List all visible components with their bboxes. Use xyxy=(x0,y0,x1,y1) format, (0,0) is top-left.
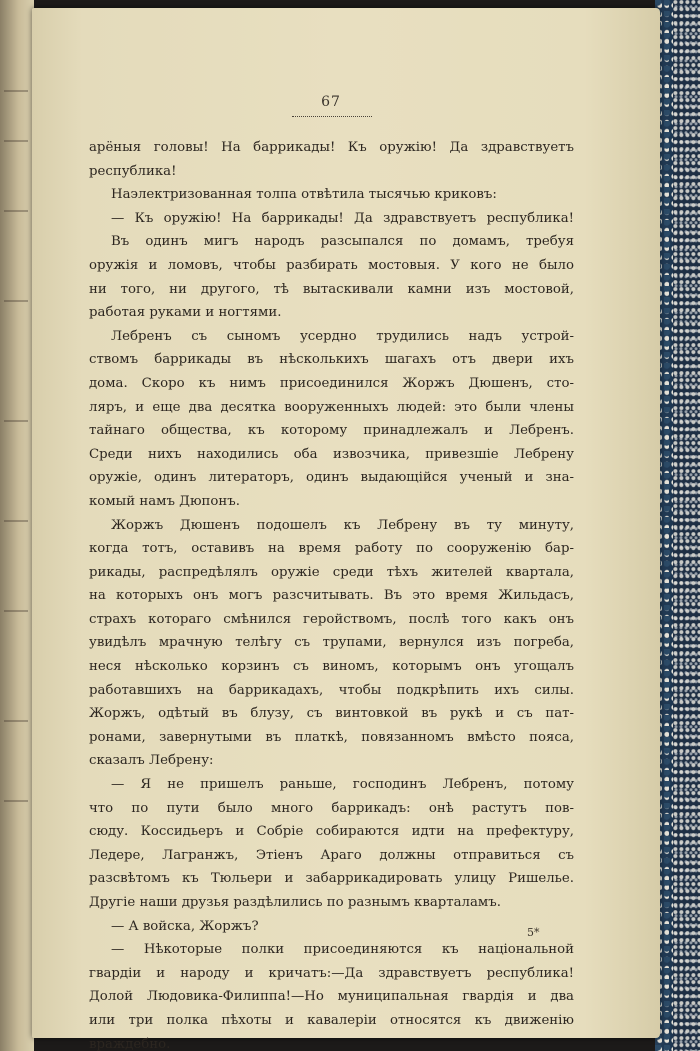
text-line: работая руками и ногтями. xyxy=(89,305,282,321)
text-line: рикады, распредѣлялъ оружіе среди тѣхъ жителей квартала, xyxy=(89,564,574,580)
text-line: оружіе, одинъ литераторъ, одинъ выдающійся ученый и зна- xyxy=(89,470,574,486)
left-page-edge xyxy=(0,0,34,1051)
text-line: Жоржъ Дюшенъ подошелъ къ Лебрену въ ту минуту, xyxy=(111,517,574,533)
text-line: комый намъ Дюпонъ. xyxy=(89,493,240,509)
text-line: Другіе наши друзья раздѣлились по разнымъ кварталамъ. xyxy=(89,895,501,910)
text-line: ствомъ баррикады въ нѣсколькихъ шагахъ отъ двери ихъ xyxy=(89,352,574,368)
text-line: дома. Скоро къ нимъ присоединился Жоржъ Дюшенъ, сто- xyxy=(89,375,574,391)
text-line: тайнаго общества, къ которому принадлежалъ и Лебренъ. xyxy=(89,423,574,439)
text-line: что по пути было много баррикадъ: онѣ растутъ пов- xyxy=(89,800,574,816)
text-line: Долой Людовика-Филиппа!—Но муниципальная гвардія и два xyxy=(89,989,574,1005)
text-line: сказалъ Лебрену: xyxy=(89,753,214,769)
page-number: 67 xyxy=(321,94,341,110)
text-line: враждебно. xyxy=(89,1036,171,1051)
text-line: разсвѣтомъ къ Тюльери и забаррикадировать улицу Ришелье. xyxy=(89,871,574,887)
text-line: Въ одинъ мигъ народъ разсыпался по домамъ, требуя xyxy=(111,234,574,250)
text-line: Наэлектризованная толпа отвѣтила тысячью криковъ: xyxy=(111,187,497,203)
text-line: гвардіи и народу и кричатъ:—Да здравствуетъ республика! xyxy=(89,965,574,981)
marbled-endpaper xyxy=(673,0,700,1051)
text-line: Жоржъ, одѣтый въ блузу, съ винтовкой въ рукѣ и съ пат- xyxy=(89,706,574,722)
text-line: Лебренъ съ сыномъ усердно трудились надъ устрой- xyxy=(111,328,574,344)
text-line: сюду. Коссидьеръ и Собріе собираются идти на префектуру, xyxy=(89,824,574,840)
page-text xyxy=(89,136,574,1051)
text-line: ни того, ни другого, тѣ вытаскивали камни изъ мостовой, xyxy=(89,281,574,297)
text-line: или три полка пѣхоты и кавалеріи относятся къ движенію xyxy=(89,1012,574,1028)
text-line: увидѣлъ мрачную телѣгу съ трупами, вернулся изъ погреба, xyxy=(89,635,574,651)
book-cover-edge xyxy=(655,0,700,1051)
text-line: ронами, завернутыми въ платкѣ, повязанномъ вмѣсто пояса, xyxy=(89,729,574,745)
text-line: когда тотъ, оставивъ на время работу по сооруженію бар- xyxy=(89,541,574,557)
text-line: оружія и ломовъ, чтобы разбирать мостовыя. У кого не было xyxy=(89,257,574,273)
book-page xyxy=(32,8,660,1051)
text-line: ляръ, и еще два десятка вооруженныхъ людей: это были члены xyxy=(89,399,574,415)
text-line: республика! xyxy=(89,163,177,179)
page-number-rule xyxy=(292,116,372,117)
text-line: на которыхъ онъ могъ разсчитывать. Въ это время Жильдасъ, xyxy=(89,588,574,604)
text-line: — Нѣкоторые полки присоединяются къ національной xyxy=(111,942,574,958)
text-line: — Къ оружію! На баррикады! Да здравствуетъ республика! xyxy=(111,210,574,226)
signature-mark: 5* xyxy=(527,926,540,939)
text-line: — Я не пришелъ раньше, господинъ Лебренъ, потому xyxy=(111,777,574,793)
text-line: — А войска, Жоржъ? xyxy=(111,918,259,934)
text-line: неся нѣсколько корзинъ съ виномъ, которымъ онъ угощалъ xyxy=(89,659,574,675)
text-line: работавшихъ на баррикадахъ, чтобы подкрѣпить ихъ силы. xyxy=(89,682,574,698)
text-line: Среди нихъ находились оба извозчика, привезшіе Лебрену xyxy=(89,446,574,462)
text-line: страхъ котораго смѣнился геройствомъ, послѣ того какъ онъ xyxy=(89,611,574,627)
text-line: Ледере, Лагранжъ, Этіенъ Араго должны отправиться съ xyxy=(89,847,574,863)
text-line: арёныя головы! На баррикады! Къ оружію! Да здравствуетъ xyxy=(89,140,574,155)
